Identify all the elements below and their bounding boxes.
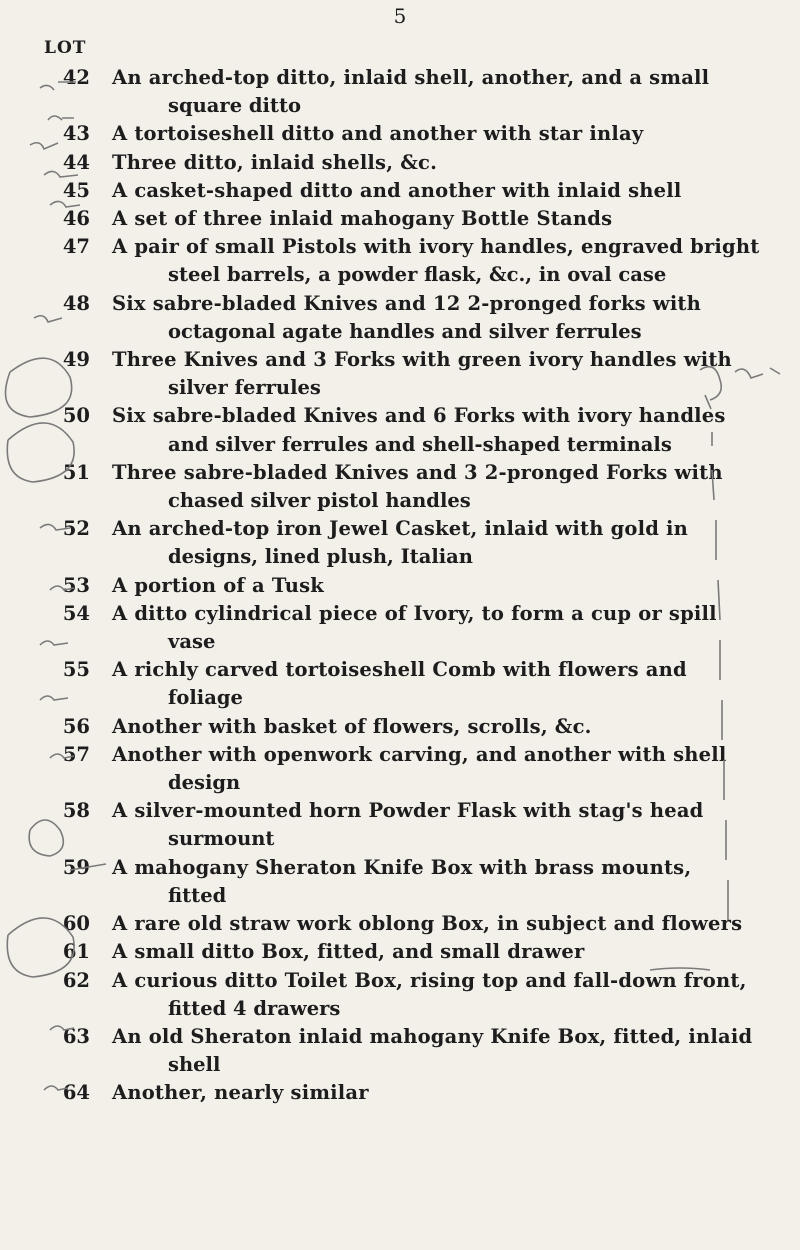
- lot-list: [0, 64, 800, 1108]
- lot-number: 47: [62, 235, 90, 259]
- lot-description-continued: designs, lined plush, Italian: [168, 545, 473, 569]
- lot-description-continued: shell: [168, 1053, 221, 1077]
- lot-number: 57: [62, 742, 90, 766]
- lot-entry: [0, 910, 800, 938]
- lot-description: An arched-top iron Jewel Casket, inlaid with gold in: [112, 517, 689, 541]
- lot-entry: [0, 1023, 800, 1079]
- lot-number: 43: [62, 122, 90, 146]
- lot-description: A tortoiseshell ditto and another with star inlay: [112, 122, 644, 146]
- lot-description: A silver-mounted horn Powder Flask with stag's head: [112, 799, 704, 823]
- lot-entry: [0, 290, 800, 346]
- lot-number: 48: [62, 291, 90, 315]
- lot-description-continued: fitted 4 drawers: [168, 996, 341, 1020]
- lot-number: 63: [62, 1024, 90, 1048]
- lot-description: A set of three inlaid mahogany Bottle Stands: [112, 207, 613, 231]
- lot-number: 49: [62, 348, 90, 372]
- lot-entry: [0, 600, 800, 656]
- lot-description-continued: foliage: [168, 686, 243, 710]
- lot-description-continued: design: [168, 771, 241, 795]
- lot-description: An arched-top ditto, inlaid shell, another, and a small: [112, 66, 710, 89]
- lot-description-continued: surmount: [168, 827, 275, 851]
- lot-number: 46: [62, 207, 90, 231]
- lot-entry: [0, 205, 800, 233]
- lot-number: 44: [62, 150, 90, 174]
- lot-number: 55: [62, 658, 90, 682]
- lot-entry: [0, 346, 800, 402]
- lot-description: Another, nearly similar: [112, 1081, 369, 1105]
- lot-description: A richly carved tortoiseshell Comb with flowers and: [112, 658, 687, 682]
- lot-description-continued: steel barrels, a powder flask, &c., in oval case: [168, 263, 667, 287]
- lot-number: 54: [62, 601, 90, 625]
- lot-number: 60: [62, 912, 90, 936]
- lot-entry: [0, 515, 800, 571]
- lot-description: Six sabre-bladed Knives and 12 2-pronged forks with: [112, 291, 702, 315]
- lot-description: A curious ditto Toilet Box, rising top and fall-down front,: [112, 968, 747, 992]
- lot-description-continued: fitted: [168, 883, 227, 907]
- lot-column-header: LOT: [44, 38, 87, 58]
- lot-description: Three Knives and 3 Forks with green ivory handles with: [112, 348, 732, 372]
- lot-number: 59: [62, 855, 90, 879]
- lot-number: 61: [62, 940, 90, 964]
- lot-entry: [0, 967, 800, 1023]
- lot-number: 53: [62, 573, 90, 597]
- lot-entry: [0, 177, 800, 205]
- lot-entry: [0, 572, 800, 600]
- lot-description: An old Sheraton inlaid mahogany Knife Box, fitted, inlaid: [112, 1024, 753, 1048]
- lot-entry: [0, 459, 800, 515]
- lot-description: Three ditto, inlaid shells, &c.: [112, 150, 438, 174]
- lot-number: 56: [62, 714, 90, 738]
- lot-description: A rare old straw work oblong Box, in subject and flowers: [112, 912, 743, 936]
- lot-description-continued: vase: [168, 630, 216, 654]
- lot-description: A pair of small Pistols with ivory handles, engraved bright: [112, 235, 760, 259]
- lot-number: 58: [62, 799, 90, 823]
- lot-entry: [0, 233, 800, 289]
- lot-entry: [0, 402, 800, 458]
- lot-number: 52: [62, 517, 90, 541]
- lot-description-continued: silver ferrules: [168, 376, 321, 400]
- lot-entry: [0, 938, 800, 966]
- lot-description-continued: and silver ferrules and shell-shaped terminals: [168, 432, 672, 456]
- lot-description: A casket-shaped ditto and another with inlaid shell: [112, 178, 682, 202]
- page-number: 5: [393, 4, 407, 28]
- lot-entry: [0, 120, 800, 148]
- lot-description-continued: chased silver pistol handles: [168, 489, 471, 513]
- lot-description-continued: square ditto: [168, 94, 301, 118]
- lot-entry: [0, 741, 800, 797]
- lot-entry: [0, 854, 800, 910]
- lot-number: 64: [62, 1081, 90, 1105]
- lot-entry: [0, 1079, 800, 1107]
- lot-description: A mahogany Sheraton Knife Box with brass mounts,: [112, 855, 692, 879]
- lot-description: A portion of a Tusk: [112, 573, 325, 597]
- lot-number: 50: [62, 404, 90, 428]
- lot-description: Another with basket of flowers, scrolls, &c.: [112, 714, 592, 738]
- lot-entry: [0, 713, 800, 741]
- lot-entry: [0, 149, 800, 177]
- lot-description: Another with openwork carving, and another with shell: [112, 742, 727, 766]
- lot-number: 51: [62, 460, 90, 484]
- lot-description-continued: octagonal agate handles and silver ferrules: [168, 319, 642, 343]
- lot-number: 45: [62, 178, 90, 202]
- lot-description: A ditto cylindrical piece of Ivory, to form a cup or spill: [112, 601, 717, 625]
- lot-entry: [0, 797, 800, 853]
- lot-number: 62: [62, 968, 90, 992]
- lot-description: Six sabre-bladed Knives and 6 Forks with ivory handles: [112, 404, 726, 428]
- lot-description: A small ditto Box, fitted, and small drawer: [112, 940, 585, 964]
- lot-entry: [0, 656, 800, 712]
- lot-description: Three sabre-bladed Knives and 3 2-pronged Forks with: [112, 460, 723, 484]
- lot-entry: [0, 64, 800, 120]
- lot-number: 42: [62, 66, 90, 89]
